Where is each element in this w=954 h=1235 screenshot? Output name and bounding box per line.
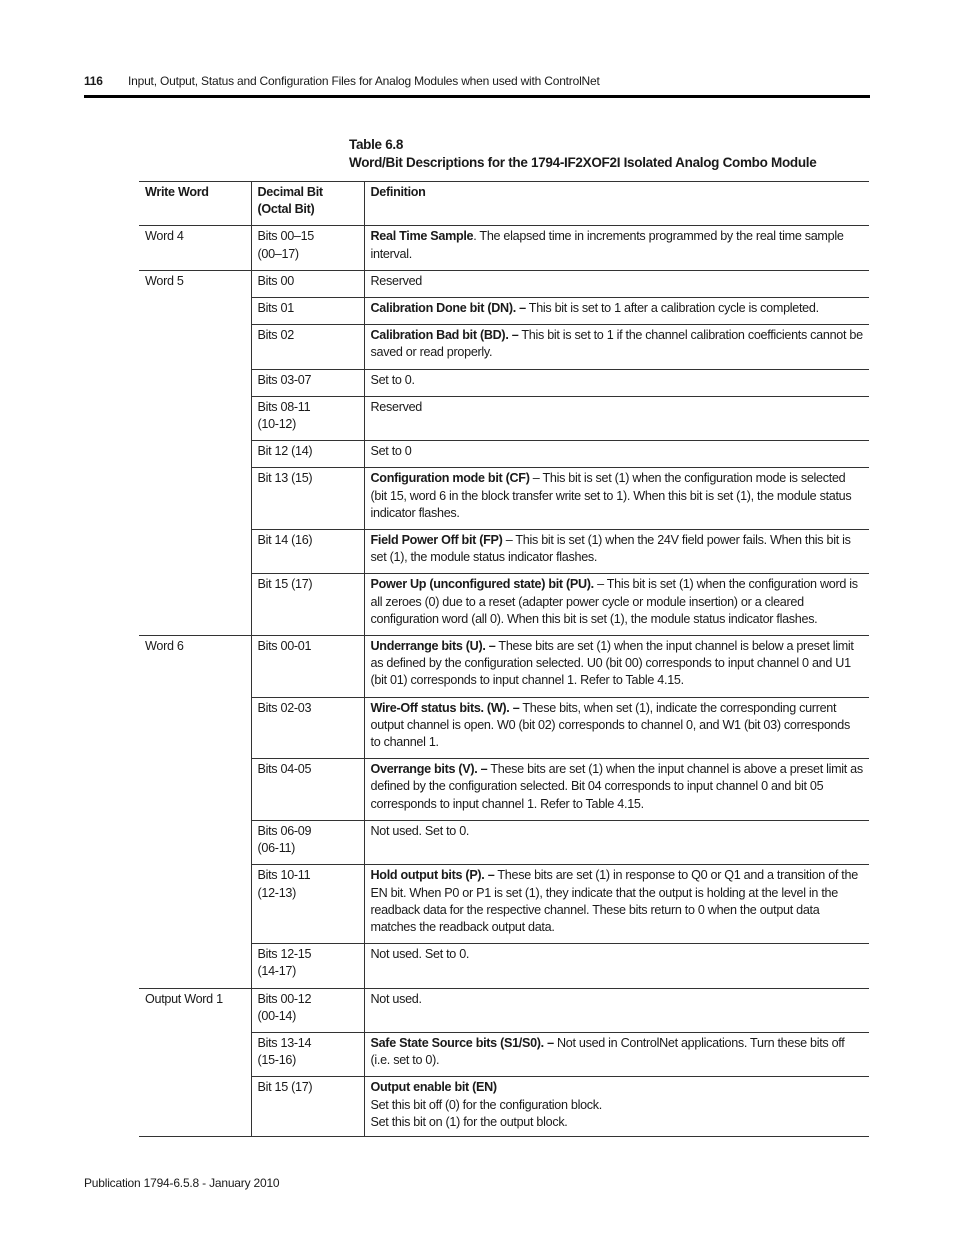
definition-cell [364, 865, 869, 944]
bit-cell [251, 820, 364, 864]
write-word-cell: Word 4 [139, 226, 251, 270]
bit-label: (15-16) [257, 1053, 296, 1068]
definition-term: Hold output bits (P). – [370, 868, 495, 883]
bit-cell [251, 369, 364, 396]
bit-cell [251, 226, 364, 270]
definition-term: Overrange bits (V). – [370, 762, 488, 777]
publication-footer: Publication 1794-6.5.8 - January 2010 [84, 1176, 280, 1190]
definition-line: Set this bit off (0) for the configuration block. [370, 1097, 602, 1112]
definition-term: Wire-Off status bits. (W). – [370, 700, 520, 715]
bit-cell [251, 697, 364, 759]
definition-cell [364, 270, 869, 297]
header-bit-line2: (Octal Bit) [257, 202, 315, 217]
bit-label: Bits 00 [257, 273, 294, 288]
bit-cell [251, 944, 364, 988]
definition-text: – This bit is set (1) when the configuration mode is selected (bit 15, word 6 in the block transfer write set to 1). When this bit is set (1), the module status indicator flashes. [370, 471, 852, 520]
table-label: Table 6.8 [349, 137, 404, 152]
definition-cell [364, 574, 869, 636]
definition-text: These bits are set (1) when the input channel is above a preset limit as defined by the configuration selected. Bit 04 corresponds to input channel 0 and bit 05 corresponds to input channel 1. Refer to Table 4.15. [370, 762, 863, 811]
table-title: Word/Bit Descriptions for the 1794-IF2XOF2I Isolated Analog Combo Module [349, 155, 817, 170]
table-row [139, 636, 869, 698]
definition-text: . The elapsed time in increments programmed by the real time sample interval. [370, 229, 844, 261]
bit-label: Bit 12 (14) [257, 444, 313, 459]
definition-cell [364, 396, 869, 440]
definition-text: These bits, when set (1), indicate the corresponding current output channel is open. W0 (bit 02) corresponds to channel 0, and W1 (bit 03) corresponds to channel 1. [370, 700, 850, 750]
definition-term: Configuration mode bit (CF) [370, 471, 530, 486]
bit-cell [251, 865, 364, 944]
bit-label: (12-13) [257, 885, 296, 900]
write-word-cell: Output Word 1 [139, 988, 251, 1136]
definition-cell [364, 298, 869, 325]
bit-label: Bits 00–15 [257, 229, 315, 244]
definition-text: This bit is set to 1 after a calibration cycle is completed. [525, 301, 819, 316]
definition-cell [364, 988, 869, 1032]
table-header-row [139, 182, 869, 226]
definition-line: Set this bit on (1) for the output block. [370, 1114, 568, 1129]
write-word-cell: Word 5 [139, 270, 251, 635]
bit-cell [251, 636, 364, 698]
bit-label: Bits 13-14 [257, 1035, 312, 1050]
table-body [139, 226, 869, 1137]
definition-text: Not used in ControlNet applications. Turn these bits off (i.e. set to 0). [370, 1035, 845, 1068]
bit-label: Bits 00-12 [257, 991, 312, 1006]
definition-text: Set to 0. [370, 372, 415, 387]
definition-text: Reserved [370, 399, 422, 414]
definition-term: Output enable bit (EN) [370, 1080, 497, 1095]
definition-text: Set to 0 [370, 444, 412, 459]
definition-cell [364, 325, 869, 369]
page-header [84, 73, 870, 89]
definition-cell [364, 820, 869, 864]
definition-cell [364, 468, 869, 530]
table-row [139, 226, 869, 270]
bit-label: Bits 04-05 [257, 762, 312, 777]
definition-cell [364, 944, 869, 988]
bit-label: Bit 15 (17) [257, 577, 313, 592]
definition-cell [364, 759, 869, 821]
definition-term: Calibration Done bit (DN). – [370, 301, 526, 316]
bit-label: (14-17) [257, 964, 296, 979]
bit-cell [251, 270, 364, 297]
definition-term: Safe State Source bits (S1/S0). – [370, 1035, 554, 1050]
definition-cell [364, 1077, 869, 1137]
definition-cell [364, 369, 869, 396]
bit-label: (10-12) [257, 417, 296, 432]
definition-term: Power Up (unconfigured state) bit (PU). [370, 577, 594, 592]
definition-cell [364, 441, 869, 468]
header-write-word: Write Word [139, 182, 251, 226]
bit-label: Bit 13 (15) [257, 471, 313, 486]
bit-cell [251, 325, 364, 369]
definition-text: Not used. Set to 0. [370, 947, 470, 962]
definition-text: This bit is set to 1 if the channel calibration coefficients cannot be saved or read properly. [370, 328, 863, 360]
word-bit-table [139, 181, 869, 1137]
definition-cell [364, 226, 869, 270]
bit-label: Bits 02 [257, 328, 294, 343]
header-bit-line1: Decimal Bit [257, 185, 323, 199]
definition-term: Field Power Off bit (FP) [370, 533, 503, 548]
bit-label: (00–17) [257, 246, 299, 261]
bit-label: (00-14) [257, 1008, 296, 1023]
table-caption [349, 136, 869, 172]
write-word-cell: Word 6 [139, 636, 251, 988]
bit-cell [251, 1032, 364, 1076]
definition-text: These bits are set (1) when the input channel is below a preset limit as defined by the configuration selected. U0 (bit 00) corresponds to input channel 0 and U1 (bit 01) corresponds to input channel 1. Refer to Table 4.15. [370, 639, 854, 688]
definition-text: Not used. [370, 991, 422, 1006]
definition-term: Calibration Bad bit (BD). – [370, 328, 519, 343]
definition-term: Real Time Sample [370, 229, 474, 244]
bit-cell [251, 1077, 364, 1137]
bit-cell [251, 468, 364, 530]
definition-cell [364, 697, 869, 759]
bit-cell [251, 574, 364, 636]
bit-cell [251, 441, 364, 468]
bit-cell [251, 396, 364, 440]
bit-label: Bits 06-09 [257, 823, 312, 838]
bit-label: Bits 08-11 [257, 399, 311, 414]
definition-text: – This bit is set (1) when the 24V field power fails. When this bit is set (1), the module status indicator flashes. [370, 533, 851, 565]
definition-text: These bits are set (1) in response to Q0 or Q1 and a transition of the EN bit. When P0 or P1 is set (1), they indicate that the output is holding at the level in the readback data for the respective channel. These bits return to 0 when the output data matches the readback output data. [370, 868, 858, 934]
definition-cell [364, 1032, 869, 1076]
definition-text: Reserved [370, 273, 422, 288]
bit-cell [251, 759, 364, 821]
bit-label: Bit 15 (17) [257, 1080, 313, 1095]
definition-cell [364, 636, 869, 698]
running-title: Input, Output, Status and Configuration Files for Analog Modules when used with ControlNet [128, 74, 600, 88]
page-number: 116 [84, 74, 103, 88]
bit-label: (06-11) [257, 841, 296, 856]
header-definition: Definition [364, 182, 869, 226]
header-decimal-bit [251, 182, 364, 226]
bit-label: Bits 03-07 [257, 372, 312, 387]
definition-cell [364, 530, 869, 574]
definition-term: Underrange bits (U). – [370, 639, 496, 654]
definition-text: Not used. Set to 0. [370, 823, 470, 838]
bit-label: Bits 12-15 [257, 947, 312, 962]
bit-cell [251, 530, 364, 574]
bit-cell [251, 298, 364, 325]
table-row [139, 988, 869, 1032]
bit-label: Bits 00-01 [257, 639, 312, 654]
bit-cell [251, 988, 364, 1032]
bit-label: Bits 01 [257, 301, 294, 316]
bit-label: Bit 14 (16) [257, 533, 313, 548]
definition-text: – This bit is set (1) when the configuration word is all zeroes (0) due to a reset (adapter power cycle or module insertion) or a cleared configuration word (all 0). When this bit is set (1), the module status indicator flashes. [370, 577, 858, 626]
bit-label: Bits 02-03 [257, 700, 312, 715]
bit-label: Bits 10-11 [257, 868, 311, 883]
table-row [139, 270, 869, 297]
header-rule [84, 95, 870, 98]
